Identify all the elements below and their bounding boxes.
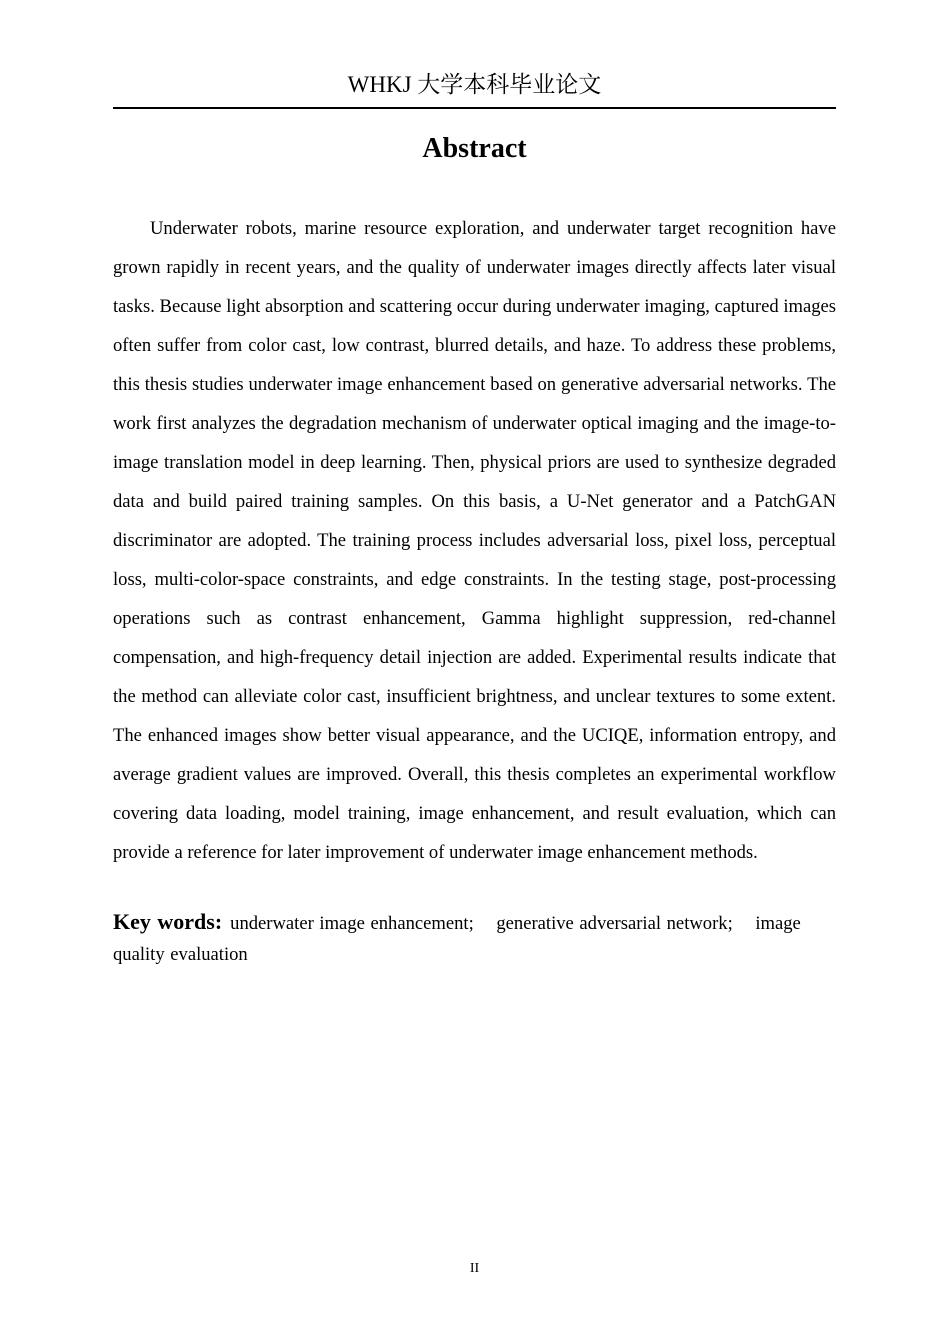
header-divider	[113, 107, 836, 109]
keywords-label: Key words:	[113, 909, 223, 934]
abstract-body: Underwater robots, marine resource exploration, and underwater target recognition have grown rapidly in recent years, and the quality of underwater images directly affects later visual tasks. Because light absorption and scattering occur during underwater imaging, captured images often suffer from color cast, low contrast, blurred details, and haze. To address these problems, this thesis studies underwater image enhancement based on generative adversarial networks. The work first analyzes the degradation mechanism of underwater optical imaging and the image-to-image translation model in deep learning. Then, physical priors are used to synthesize degraded data and build paired training samples. On this basis, a U-Net generator and a PatchGAN discriminator are adopted. The training process includes adversarial loss, pixel loss, perceptual loss, multi-color-space constraints, and edge constraints. In the testing stage, post-processing operations such as contrast enhancement, Gamma highlight suppression, red-channel compensation, and high-frequency detail injection are added. Experimental results indicate that the method can alleviate color cast, insufficient brightness, and unclear textures to some extent. The enhanced images show better visual appearance, and the UCIQE, information entropy, and average gradient values are improved. Overall, this thesis completes an experimental workflow covering data loading, model training, image enhancement, and result evaluation, which can provide a reference for later improvement of underwater image enhancement methods.	[113, 218, 836, 863]
abstract-title: Abstract	[422, 133, 527, 164]
keyword-item: image quality evaluation	[113, 913, 801, 965]
keyword-separator	[733, 913, 756, 934]
keyword-separator	[474, 913, 497, 934]
running-header: WHKJ 大学本科毕业论文	[347, 72, 602, 97]
keywords-section	[113, 906, 836, 970]
page-number: II	[469, 1261, 480, 1276]
keyword-item: generative adversarial network;	[496, 913, 733, 934]
keyword-item: underwater image enhancement;	[230, 913, 474, 934]
